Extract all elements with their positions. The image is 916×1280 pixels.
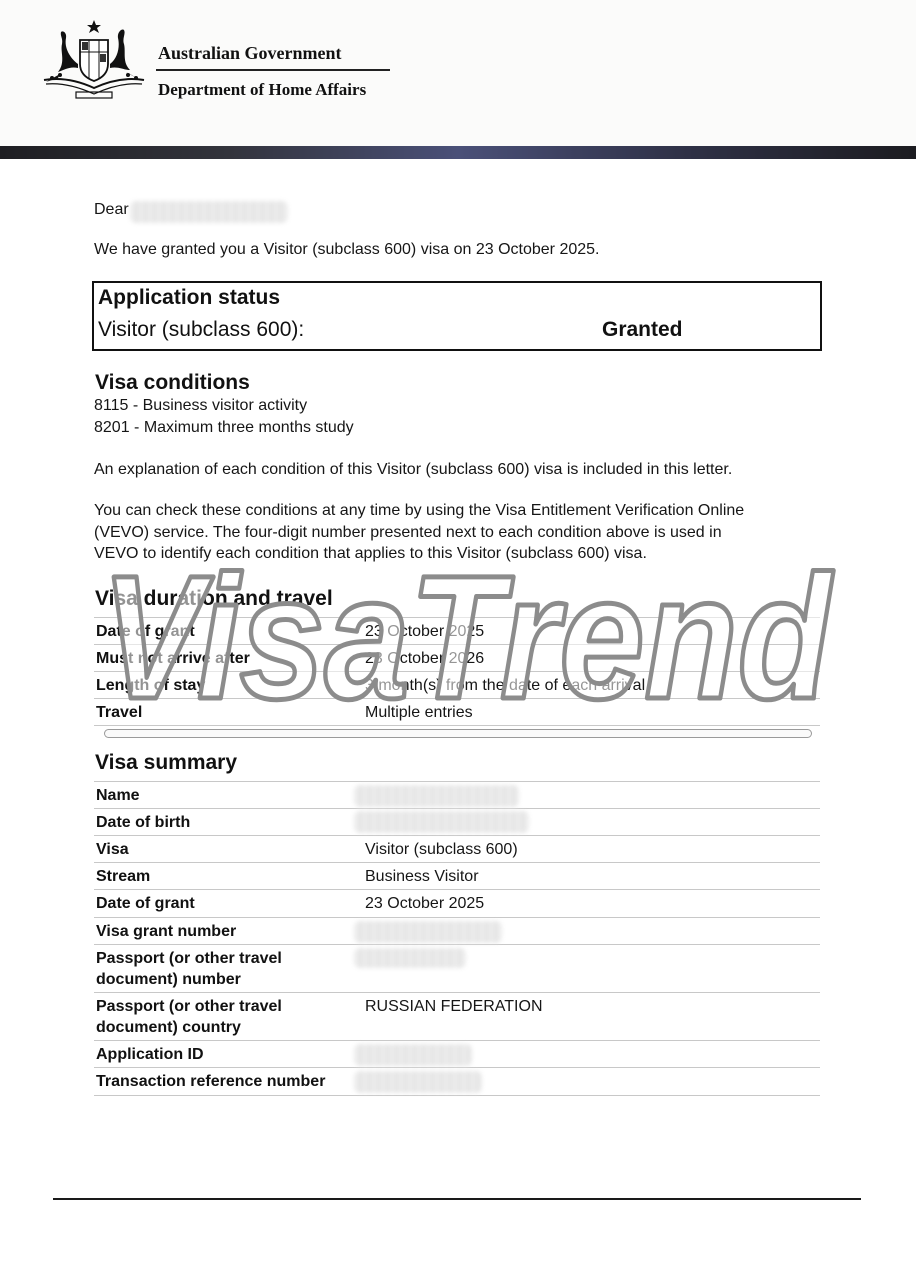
redacted-passport-number: [354, 948, 466, 968]
table-row: [94, 918, 820, 945]
redacted-date-of-birth: [354, 811, 529, 833]
row-label: Date of birth: [96, 814, 191, 831]
table-row: [94, 1041, 820, 1068]
table-row: [94, 836, 820, 863]
table-row: [94, 945, 820, 993]
vevo-paragraph: [94, 500, 744, 565]
table-row: [94, 782, 820, 809]
redacted-application-id: [354, 1044, 472, 1066]
row-label: Date of grant: [96, 623, 195, 640]
visa-summary-heading: Visa summary: [95, 751, 238, 774]
row-value: Multiple entries: [365, 704, 473, 721]
visa-conditions-heading: Visa conditions: [95, 371, 250, 394]
condition-item: 8201 - Maximum three months study: [94, 419, 354, 436]
table-row: [94, 699, 820, 726]
table-row: [94, 809, 820, 836]
row-label: Travel: [96, 704, 143, 721]
visa-duration-table: [94, 617, 820, 726]
table-row: [94, 618, 820, 645]
row-value: 23 October 2025: [365, 895, 485, 912]
application-status-box: [92, 281, 822, 351]
conditions-explanation: An explanation of each condition of this Visitor (subclass 600) visa is included in this letter.: [94, 461, 733, 478]
row-label: Must not arrive after: [96, 650, 250, 667]
letterhead: [0, 0, 916, 146]
row-value: Visitor (subclass 600): [365, 841, 518, 858]
row-label: Passport (or other travel document) number: [96, 950, 282, 988]
row-value: 23 October 2025: [365, 623, 485, 640]
vevo-line: You can check these conditions at any time by using the Visa Entitlement Verification Online: [94, 502, 745, 519]
row-label: Visa: [96, 841, 129, 858]
visa-duration-heading: Visa duration and travel: [95, 587, 333, 610]
vevo-line: (VEVO) service. The four-digit number presented next to each condition above is used in: [94, 523, 722, 541]
watermark-text: VisaTrend: [101, 548, 835, 726]
application-status-title: Application status: [98, 286, 281, 309]
header-band: [0, 146, 916, 159]
condition-item: 8115 - Business visitor activity: [94, 397, 308, 414]
row-label: Name: [96, 787, 140, 804]
visa-summary-table: [94, 781, 820, 1096]
table-row: [94, 890, 820, 918]
header-divider: [156, 69, 390, 71]
application-status-value: Granted: [602, 318, 683, 341]
row-label: Passport (or other travel document) country: [96, 998, 282, 1036]
travel-bar: [104, 729, 812, 738]
redacted-visa-grant-number: [354, 921, 502, 943]
government-title: Australian Government: [158, 43, 342, 63]
row-label: Transaction reference number: [96, 1073, 326, 1090]
row-value: 3 month(s) from the date of each arrival: [365, 677, 646, 694]
row-label: Length of stay: [96, 677, 206, 694]
row-label: Visa grant number: [96, 923, 237, 940]
row-value: RUSSIAN FEDERATION: [365, 998, 543, 1015]
row-value: 23 October 2026: [365, 650, 485, 667]
coat-of-arms-icon: [38, 18, 150, 102]
redacted-name: [354, 785, 519, 807]
table-row: [94, 993, 820, 1041]
redacted-recipient-name: [130, 201, 288, 223]
row-label: Stream: [96, 868, 151, 885]
table-row: [94, 863, 820, 890]
footer-divider: [53, 1198, 861, 1200]
row-label: Application ID: [96, 1046, 204, 1063]
table-row: [94, 645, 820, 672]
row-label: Date of grant: [96, 895, 195, 912]
department-title: Department of Home Affairs: [158, 80, 367, 99]
table-row: [94, 672, 820, 699]
application-status-label: Visitor (subclass 600):: [98, 318, 305, 341]
vevo-line: VEVO to identify each condition that applies to this Visitor (subclass 600) visa.: [94, 545, 647, 562]
salutation: Dear: [94, 201, 129, 218]
grant-sentence: We have granted you a Visitor (subclass 600) visa on 23 October 2025.: [94, 241, 600, 258]
table-row: [94, 1068, 820, 1096]
redacted-transaction-reference: [354, 1071, 482, 1093]
row-value: Business Visitor: [365, 868, 479, 885]
